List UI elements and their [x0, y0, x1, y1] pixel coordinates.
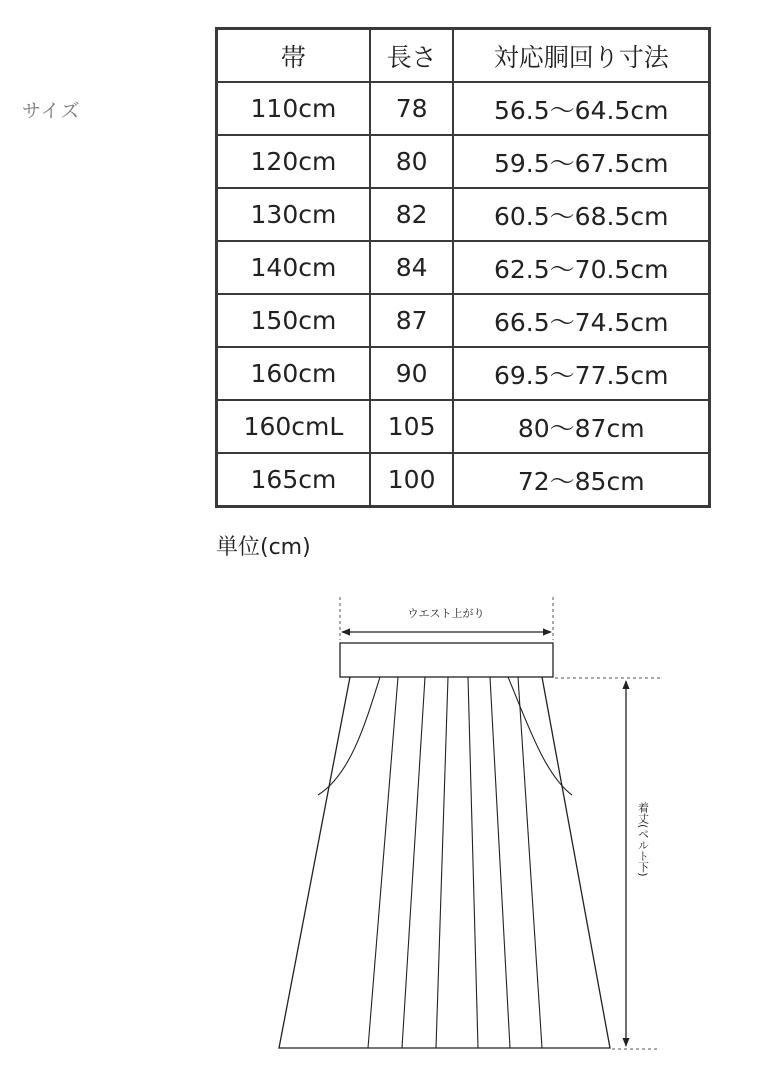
cell-belt: 160cmL: [217, 400, 370, 453]
pleat-line: [468, 677, 478, 1048]
cell-belt: 160cm: [217, 347, 370, 400]
pleat-line: [490, 677, 510, 1048]
cell-belt: 140cm: [217, 241, 370, 294]
waist-label: ウエスト上がり: [407, 607, 485, 620]
cell-length: 82: [370, 188, 454, 241]
cell-waist-range: 66.5〜74.5cm: [453, 294, 709, 347]
cell-length: 78: [370, 82, 454, 135]
pleat-line: [368, 677, 398, 1048]
hakama-measurement-diagram: [260, 585, 680, 1065]
cell-waist-range: 56.5〜64.5cm: [453, 82, 709, 135]
table-row: [217, 135, 710, 188]
cell-length: 80: [370, 135, 454, 188]
waistband: [340, 643, 553, 677]
pleat-line: [402, 677, 425, 1048]
table-row: [217, 82, 710, 135]
table-row: [217, 188, 710, 241]
cell-waist-range: 80〜87cm: [453, 400, 709, 453]
header-belt: 帯: [217, 29, 370, 83]
cell-length: 100: [370, 453, 454, 507]
pleat-line: [436, 677, 448, 1048]
table-row: [217, 347, 710, 400]
cell-waist-range: 62.5〜70.5cm: [453, 241, 709, 294]
header-waist-range: 対応胴回り寸法: [453, 29, 709, 83]
cell-waist-range: 60.5〜68.5cm: [453, 188, 709, 241]
side-slit-right: [508, 677, 572, 795]
cell-belt: 110cm: [217, 82, 370, 135]
size-section-label: サイズ: [22, 100, 81, 122]
cell-waist-range: 69.5〜77.5cm: [453, 347, 709, 400]
table-row: [217, 294, 710, 347]
cell-belt: 165cm: [217, 453, 370, 507]
side-slit-left: [318, 677, 380, 795]
table-header-row: [217, 29, 710, 83]
table-row: [217, 241, 710, 294]
cell-belt: 130cm: [217, 188, 370, 241]
cell-belt: 120cm: [217, 135, 370, 188]
table-row: [217, 453, 710, 507]
cell-length: 90: [370, 347, 454, 400]
header-length: 長さ: [370, 29, 454, 83]
length-label: 着丈(ベルト下): [636, 802, 650, 877]
cell-length: 87: [370, 294, 454, 347]
pleat-line: [518, 677, 542, 1048]
cell-length: 105: [370, 400, 454, 453]
size-table: [215, 27, 711, 508]
cell-waist-range: 72〜85cm: [453, 453, 709, 507]
table-row: [217, 400, 710, 453]
unit-note: 単位(cm): [216, 535, 311, 560]
cell-length: 84: [370, 241, 454, 294]
cell-belt: 150cm: [217, 294, 370, 347]
skirt-outline: [279, 677, 610, 1048]
cell-waist-range: 59.5〜67.5cm: [453, 135, 709, 188]
